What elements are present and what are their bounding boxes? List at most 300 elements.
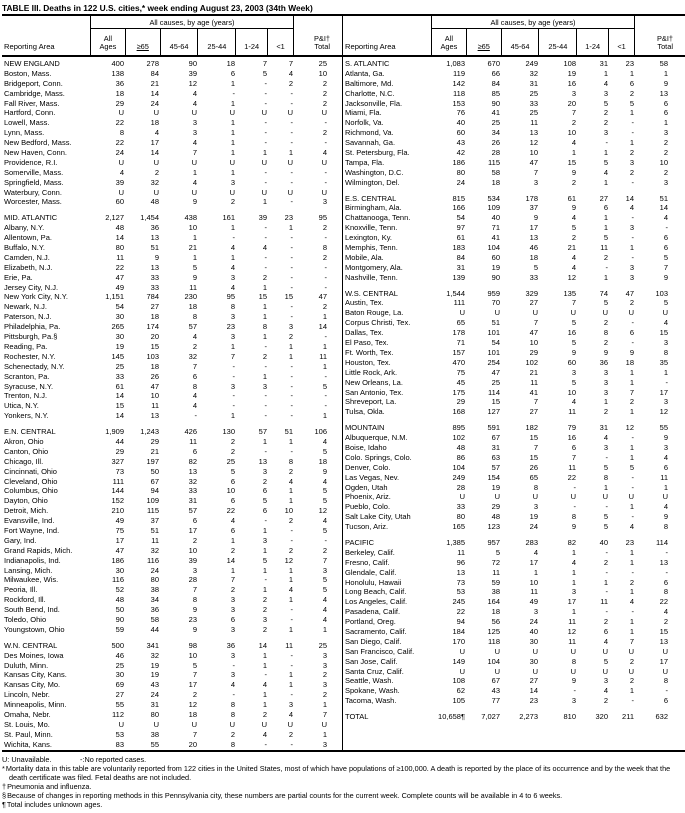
table-right-half bbox=[343, 16, 685, 750]
value-cell: 3 bbox=[603, 128, 608, 138]
value-cell: - bbox=[290, 138, 293, 148]
value-cell: 1 bbox=[663, 482, 668, 492]
reporting-area-cell: Bridgeport, Conn. bbox=[4, 78, 63, 88]
value-cell: 8 bbox=[663, 522, 668, 532]
value-cell: 1 bbox=[663, 68, 668, 78]
value-cell: 161 bbox=[222, 213, 235, 223]
value-cell: 8 bbox=[262, 322, 267, 332]
value-cell: 152 bbox=[111, 496, 124, 506]
value-cell: 2 bbox=[629, 148, 634, 158]
city-row bbox=[2, 516, 342, 526]
city-row bbox=[343, 378, 685, 388]
value-cell: 3 bbox=[603, 367, 608, 377]
city-row bbox=[2, 118, 342, 128]
value-cell: 69 bbox=[115, 680, 124, 690]
value-cell: 5 bbox=[663, 298, 668, 308]
city-row bbox=[343, 433, 685, 443]
value-cell: 4 bbox=[230, 516, 235, 526]
reporting-area-cell: Cambridge, Mass. bbox=[4, 88, 65, 98]
value-cell: 3 bbox=[192, 128, 197, 138]
value-cell: - bbox=[290, 167, 293, 177]
value-cell: 10 bbox=[226, 486, 235, 496]
value-cell: 168 bbox=[452, 407, 465, 417]
value-cell: - bbox=[264, 446, 267, 456]
value-cell: 15 bbox=[529, 433, 538, 443]
value-cell: - bbox=[324, 401, 327, 411]
value-cell: 16 bbox=[567, 328, 576, 338]
value-cell: 2 bbox=[262, 595, 267, 605]
value-cell: - bbox=[290, 128, 293, 138]
value-cell: 2 bbox=[288, 78, 293, 88]
value-cell: 15 bbox=[258, 292, 267, 302]
value-cell: 115 bbox=[488, 157, 500, 167]
value-cell: 1 bbox=[230, 128, 235, 138]
value-cell: 1 bbox=[230, 167, 235, 177]
value-cell: 17 bbox=[188, 525, 197, 535]
value-cell: 1 bbox=[603, 397, 608, 407]
reporting-area-cell: Lexington, Ky. bbox=[345, 233, 392, 243]
value-cell: 470 bbox=[452, 357, 465, 367]
value-cell: 12 bbox=[188, 78, 197, 88]
value-cell: 123 bbox=[487, 522, 500, 532]
value-cell: 13 bbox=[188, 466, 197, 476]
reporting-area-cell: Fall River, Mass. bbox=[4, 98, 60, 108]
value-cell: 2,127 bbox=[105, 213, 124, 223]
value-cell: 8 bbox=[230, 302, 235, 312]
value-cell: 53 bbox=[115, 729, 124, 739]
value-cell: U bbox=[191, 108, 197, 118]
value-cell: 5 bbox=[603, 656, 608, 666]
value-cell: 23 bbox=[625, 59, 634, 68]
value-cell: U bbox=[153, 719, 159, 729]
reporting-area-cell: Youngstown, Ohio bbox=[4, 624, 65, 634]
value-cell: 1 bbox=[629, 547, 634, 557]
reporting-area-cell: Santa Cruz, Calif. bbox=[345, 666, 404, 676]
value-cell: 329 bbox=[525, 288, 538, 298]
value-cell: - bbox=[264, 88, 267, 98]
reporting-area-cell: Albany, N.Y. bbox=[4, 223, 45, 233]
value-cell: 11 bbox=[530, 587, 538, 597]
value-cell: 34 bbox=[491, 128, 500, 138]
value-cell: 9 bbox=[192, 197, 197, 207]
region-total-row bbox=[2, 59, 342, 69]
value-cell: - bbox=[232, 233, 235, 243]
value-cell: 8 bbox=[663, 587, 668, 597]
value-cell: - bbox=[290, 233, 293, 243]
value-cell: 1 bbox=[603, 577, 608, 587]
value-cell: - bbox=[290, 252, 293, 262]
value-cell: U bbox=[118, 719, 124, 729]
value-cell: 426 bbox=[184, 427, 197, 437]
value-cell: 2 bbox=[629, 88, 634, 98]
value-cell: 5 bbox=[322, 446, 327, 456]
value-cell: 5 bbox=[603, 98, 608, 108]
value-cell: 14 bbox=[529, 686, 538, 696]
value-cell: - bbox=[290, 535, 293, 545]
value-cell: 4 bbox=[230, 262, 235, 272]
value-cell: 33 bbox=[529, 98, 538, 108]
value-cell: 4 bbox=[230, 243, 235, 253]
value-cell: 6 bbox=[663, 98, 668, 108]
value-cell: 41 bbox=[491, 233, 500, 243]
table-body-left bbox=[2, 57, 342, 750]
value-cell: 12 bbox=[529, 138, 538, 148]
value-cell: 2 bbox=[288, 332, 293, 342]
region-total-row bbox=[343, 194, 685, 204]
reporting-area-cell: Schenectady, N.Y. bbox=[4, 361, 65, 371]
value-cell: 4 bbox=[663, 502, 668, 512]
value-cell: - bbox=[264, 167, 267, 177]
value-cell: - bbox=[631, 118, 634, 128]
value-cell: 43 bbox=[150, 680, 159, 690]
value-cell: 8 bbox=[230, 739, 235, 749]
value-cell: 1 bbox=[230, 565, 235, 575]
value-cell: 18 bbox=[491, 177, 500, 187]
footnote-pilcrow bbox=[2, 800, 685, 809]
reporting-area-cell: PACIFIC bbox=[345, 537, 375, 547]
value-cell: 2 bbox=[603, 118, 608, 128]
city-row bbox=[2, 108, 342, 118]
value-cell: 10 bbox=[567, 128, 576, 138]
value-cell: 109 bbox=[487, 203, 500, 213]
value-cell: U bbox=[287, 108, 293, 118]
city-row bbox=[343, 453, 685, 463]
value-cell: 13 bbox=[659, 88, 668, 98]
value-cell: 12 bbox=[659, 407, 668, 417]
value-cell: 8 bbox=[192, 312, 197, 322]
value-cell: 4 bbox=[322, 605, 327, 615]
value-cell: 96 bbox=[456, 557, 465, 567]
reporting-area-cell: W.S. CENTRAL bbox=[345, 288, 398, 298]
value-cell: 245 bbox=[452, 597, 465, 607]
reporting-area-cell: Long Beach, Calif. bbox=[345, 587, 407, 597]
value-cell: - bbox=[631, 482, 634, 492]
reporting-area-cell: TOTAL bbox=[345, 712, 369, 722]
value-cell: 3 bbox=[603, 387, 608, 397]
region-total-row bbox=[343, 289, 685, 299]
value-cell: 30 bbox=[529, 656, 538, 666]
value-cell: 22 bbox=[226, 506, 235, 516]
value-cell: U bbox=[118, 157, 124, 167]
value-cell: 90 bbox=[491, 272, 500, 282]
value-cell: 1 bbox=[603, 148, 608, 158]
reporting-area-cell: Lynn, Mass. bbox=[4, 128, 45, 138]
city-row bbox=[343, 657, 685, 667]
value-cell: 2 bbox=[322, 302, 327, 312]
value-cell: 10,658¶ bbox=[438, 712, 465, 722]
value-cell: U bbox=[628, 666, 634, 676]
value-cell: 3 bbox=[322, 680, 327, 690]
city-row bbox=[2, 332, 342, 342]
reporting-area-cell: Tulsa, Okla. bbox=[345, 407, 385, 417]
value-cell: U bbox=[570, 308, 576, 318]
value-cell: U bbox=[261, 187, 267, 197]
value-cell: 80 bbox=[150, 710, 159, 719]
value-cell: 6 bbox=[663, 108, 668, 118]
value-cell: 4 bbox=[629, 203, 634, 213]
value-cell: 13 bbox=[150, 233, 159, 243]
value-cell: 111 bbox=[112, 476, 124, 486]
city-row bbox=[343, 308, 685, 318]
value-cell: 11 bbox=[189, 436, 197, 446]
reporting-area-cell: Little Rock, Ark. bbox=[345, 367, 398, 377]
value-cell: 59 bbox=[115, 624, 124, 634]
value-cell: U bbox=[261, 108, 267, 118]
value-cell: 4 bbox=[192, 177, 197, 187]
value-cell: 3 bbox=[571, 696, 576, 706]
reporting-area-cell: El Paso, Tex. bbox=[345, 338, 389, 348]
value-cell: 24 bbox=[456, 177, 465, 187]
city-row bbox=[2, 625, 342, 635]
value-cell: 1 bbox=[603, 272, 608, 282]
value-cell: 2 bbox=[629, 397, 634, 407]
value-cell: 51 bbox=[284, 427, 293, 437]
value-cell: 2 bbox=[154, 167, 159, 177]
city-row bbox=[343, 148, 685, 158]
reporting-area-header: Reporting Area bbox=[345, 42, 396, 51]
value-cell: 320 bbox=[595, 712, 608, 722]
value-cell: 27 bbox=[599, 193, 608, 203]
reporting-area-cell: Rochester, N.Y. bbox=[4, 351, 56, 361]
value-cell: 2 bbox=[603, 252, 608, 262]
value-cell: 21 bbox=[150, 78, 159, 88]
value-cell: 4 bbox=[262, 243, 267, 253]
value-cell: - bbox=[631, 318, 634, 328]
value-cell: 23 bbox=[188, 614, 197, 624]
reporting-area-cell: Providence, R.I. bbox=[4, 157, 58, 167]
value-cell: 500 bbox=[111, 640, 124, 650]
value-cell: - bbox=[290, 262, 293, 272]
reporting-area-cell: Allentown, Pa. bbox=[4, 233, 52, 243]
value-cell: 61 bbox=[567, 193, 576, 203]
value-cell: 60 bbox=[456, 128, 465, 138]
value-cell: 249 bbox=[452, 472, 465, 482]
value-cell: 1 bbox=[230, 118, 235, 128]
city-row bbox=[343, 617, 685, 627]
value-cell: - bbox=[605, 262, 608, 272]
value-cell: 5 bbox=[603, 522, 608, 532]
value-cell: - bbox=[264, 341, 267, 351]
city-row bbox=[343, 568, 685, 578]
reporting-area-cell: San Diego, Calif. bbox=[345, 636, 402, 646]
value-cell: 54 bbox=[491, 338, 500, 348]
value-cell: 6 bbox=[629, 328, 634, 338]
value-cell: 9 bbox=[571, 676, 576, 686]
value-cell: 114 bbox=[488, 387, 500, 397]
value-cell: 4 bbox=[603, 686, 608, 696]
value-cell: 5 bbox=[571, 318, 576, 328]
city-row bbox=[2, 680, 342, 690]
value-cell: 27 bbox=[150, 302, 159, 312]
value-cell: 18 bbox=[115, 88, 124, 98]
city-row bbox=[2, 486, 342, 496]
value-cell: - bbox=[324, 272, 327, 282]
value-cell: 75 bbox=[115, 525, 124, 535]
value-cell: 8 bbox=[230, 700, 235, 710]
reporting-area-cell: Berkeley, Calif. bbox=[345, 547, 395, 557]
value-cell: 103 bbox=[655, 288, 668, 298]
city-row bbox=[343, 79, 685, 89]
age-group-header bbox=[431, 16, 634, 55]
value-cell: 24 bbox=[150, 98, 159, 108]
value-cell: 24 bbox=[529, 522, 538, 532]
value-cell: - bbox=[665, 686, 668, 696]
value-cell: 6 bbox=[629, 78, 634, 88]
value-cell: 104 bbox=[487, 656, 500, 666]
value-cell: 9 bbox=[192, 624, 197, 634]
value-cell: 2 bbox=[663, 138, 668, 148]
value-cell: 3 bbox=[571, 587, 576, 597]
value-cell: 184 bbox=[452, 626, 465, 636]
value-cell: 11 bbox=[568, 407, 576, 417]
value-cell: 15 bbox=[659, 328, 668, 338]
value-cell: 2 bbox=[603, 557, 608, 567]
value-cell: 108 bbox=[452, 676, 465, 686]
reporting-area-cell: Boise, Idaho bbox=[345, 442, 387, 452]
value-cell: 10 bbox=[188, 545, 197, 555]
value-cell: 11 bbox=[530, 118, 538, 128]
value-cell: 26 bbox=[150, 371, 159, 381]
value-cell: 18 bbox=[529, 252, 538, 262]
value-cell: 2 bbox=[629, 577, 634, 587]
city-row bbox=[2, 690, 342, 700]
reporting-area-cell: Norfolk, Va. bbox=[345, 118, 384, 128]
reporting-area-cell: Jersey City, N.J. bbox=[4, 282, 59, 292]
value-cell: 28 bbox=[491, 148, 500, 158]
value-cell: 115 bbox=[147, 506, 159, 516]
value-cell: 84 bbox=[456, 252, 465, 262]
value-cell: 5 bbox=[603, 462, 608, 472]
value-cell: 55 bbox=[115, 700, 124, 710]
value-cell: U bbox=[570, 646, 576, 656]
reporting-area-cell: Reading, Pa. bbox=[4, 341, 48, 351]
value-cell: - bbox=[264, 98, 267, 108]
value-cell: 80 bbox=[150, 575, 159, 585]
reporting-area-cell: San Jose, Calif. bbox=[345, 656, 398, 666]
value-cell: - bbox=[605, 567, 608, 577]
value-cell: 37 bbox=[529, 203, 538, 213]
reporting-area-cell: Cleveland, Ohio bbox=[4, 476, 58, 486]
value-cell: 31 bbox=[599, 423, 608, 433]
value-cell: 112 bbox=[112, 710, 124, 719]
value-cell: 29 bbox=[491, 502, 500, 512]
value-cell: U bbox=[628, 646, 634, 656]
value-cell: 53 bbox=[456, 587, 465, 597]
value-cell: 2 bbox=[603, 338, 608, 348]
value-cell: 58 bbox=[659, 59, 668, 68]
value-cell: 17 bbox=[115, 535, 124, 545]
reporting-area-cell: Baltimore, Md. bbox=[345, 78, 394, 88]
value-cell: 1 bbox=[629, 243, 634, 253]
value-cell: 157 bbox=[452, 347, 465, 357]
value-cell: 12 bbox=[567, 272, 576, 282]
value-cell: - bbox=[264, 177, 267, 187]
reporting-area-cell: Lincoln, Nebr. bbox=[4, 690, 50, 700]
value-cell: U bbox=[321, 719, 327, 729]
value-cell: 130 bbox=[222, 427, 235, 437]
value-cell: U bbox=[662, 666, 668, 676]
value-cell: 4 bbox=[571, 213, 576, 223]
value-cell: - bbox=[232, 361, 235, 371]
value-cell: 154 bbox=[487, 472, 500, 482]
value-cell: 8 bbox=[288, 456, 293, 466]
value-cell: 2 bbox=[322, 223, 327, 233]
value-cell: 144 bbox=[111, 486, 124, 496]
value-cell: 1 bbox=[262, 197, 267, 207]
value-cell: 31 bbox=[188, 496, 197, 506]
value-cell: 7 bbox=[629, 387, 634, 397]
value-cell: 29 bbox=[456, 397, 465, 407]
value-cell: U bbox=[494, 666, 500, 676]
value-cell: 95 bbox=[226, 292, 235, 302]
reporting-area-cell: Las Vegas, Nev. bbox=[345, 472, 400, 482]
reporting-area-cell: Colo. Springs, Colo. bbox=[345, 452, 412, 462]
value-cell: 4 bbox=[571, 252, 576, 262]
value-cell: 44 bbox=[150, 624, 159, 634]
value-cell: 3 bbox=[629, 223, 634, 233]
reporting-area-cell: Pueblo, Colo. bbox=[345, 502, 391, 512]
value-cell: 19 bbox=[150, 660, 159, 670]
value-cell: 97 bbox=[456, 223, 465, 233]
reporting-area-cell: Mobile, Ala. bbox=[345, 252, 384, 262]
city-row bbox=[2, 477, 342, 487]
value-cell: - bbox=[264, 78, 267, 88]
city-row bbox=[343, 512, 685, 522]
value-cell: 7 bbox=[230, 351, 235, 361]
value-cell: 31 bbox=[599, 59, 608, 68]
city-row bbox=[343, 318, 685, 328]
value-cell: 57 bbox=[491, 462, 500, 472]
value-cell: 57 bbox=[188, 506, 197, 516]
reporting-area-cell: Scranton, Pa. bbox=[4, 371, 50, 381]
city-row bbox=[343, 607, 685, 617]
value-cell: 14 bbox=[659, 203, 668, 213]
value-cell: 9 bbox=[154, 252, 159, 262]
value-cell: 815 bbox=[452, 193, 465, 203]
value-cell: 7 bbox=[192, 670, 197, 680]
value-cell: 1 bbox=[322, 411, 327, 421]
value-cell: U bbox=[532, 492, 538, 502]
value-cell: 1 bbox=[571, 577, 576, 587]
reporting-area-cell: Lowell, Mass. bbox=[4, 118, 50, 128]
value-cell: 3 bbox=[603, 676, 608, 686]
value-cell: 25 bbox=[226, 456, 235, 466]
value-cell: 25 bbox=[115, 361, 124, 371]
reporting-area-cell: Savannah, Ga. bbox=[345, 138, 396, 148]
value-cell: U bbox=[261, 157, 267, 167]
col-25-44: 25-44 bbox=[538, 29, 576, 55]
value-cell: 16 bbox=[567, 78, 576, 88]
value-cell: 4 bbox=[192, 138, 197, 148]
value-cell: - bbox=[290, 381, 293, 391]
reporting-area-cell: Dallas, Tex. bbox=[345, 328, 384, 338]
value-cell: 1 bbox=[322, 341, 327, 351]
value-cell: 40 bbox=[456, 118, 465, 128]
value-cell: U bbox=[287, 157, 293, 167]
city-row bbox=[2, 605, 342, 615]
value-cell: 57 bbox=[258, 427, 267, 437]
value-cell: 6 bbox=[230, 476, 235, 486]
value-cell: - bbox=[605, 607, 608, 617]
value-cell: U bbox=[532, 646, 538, 656]
value-cell: 1 bbox=[288, 670, 293, 680]
value-cell: 1 bbox=[262, 660, 267, 670]
value-cell: 4 bbox=[322, 476, 327, 486]
value-cell: 438 bbox=[184, 213, 197, 223]
value-cell: 230 bbox=[184, 292, 197, 302]
value-cell: 5 bbox=[262, 496, 267, 506]
footnote-dagger bbox=[2, 782, 685, 791]
